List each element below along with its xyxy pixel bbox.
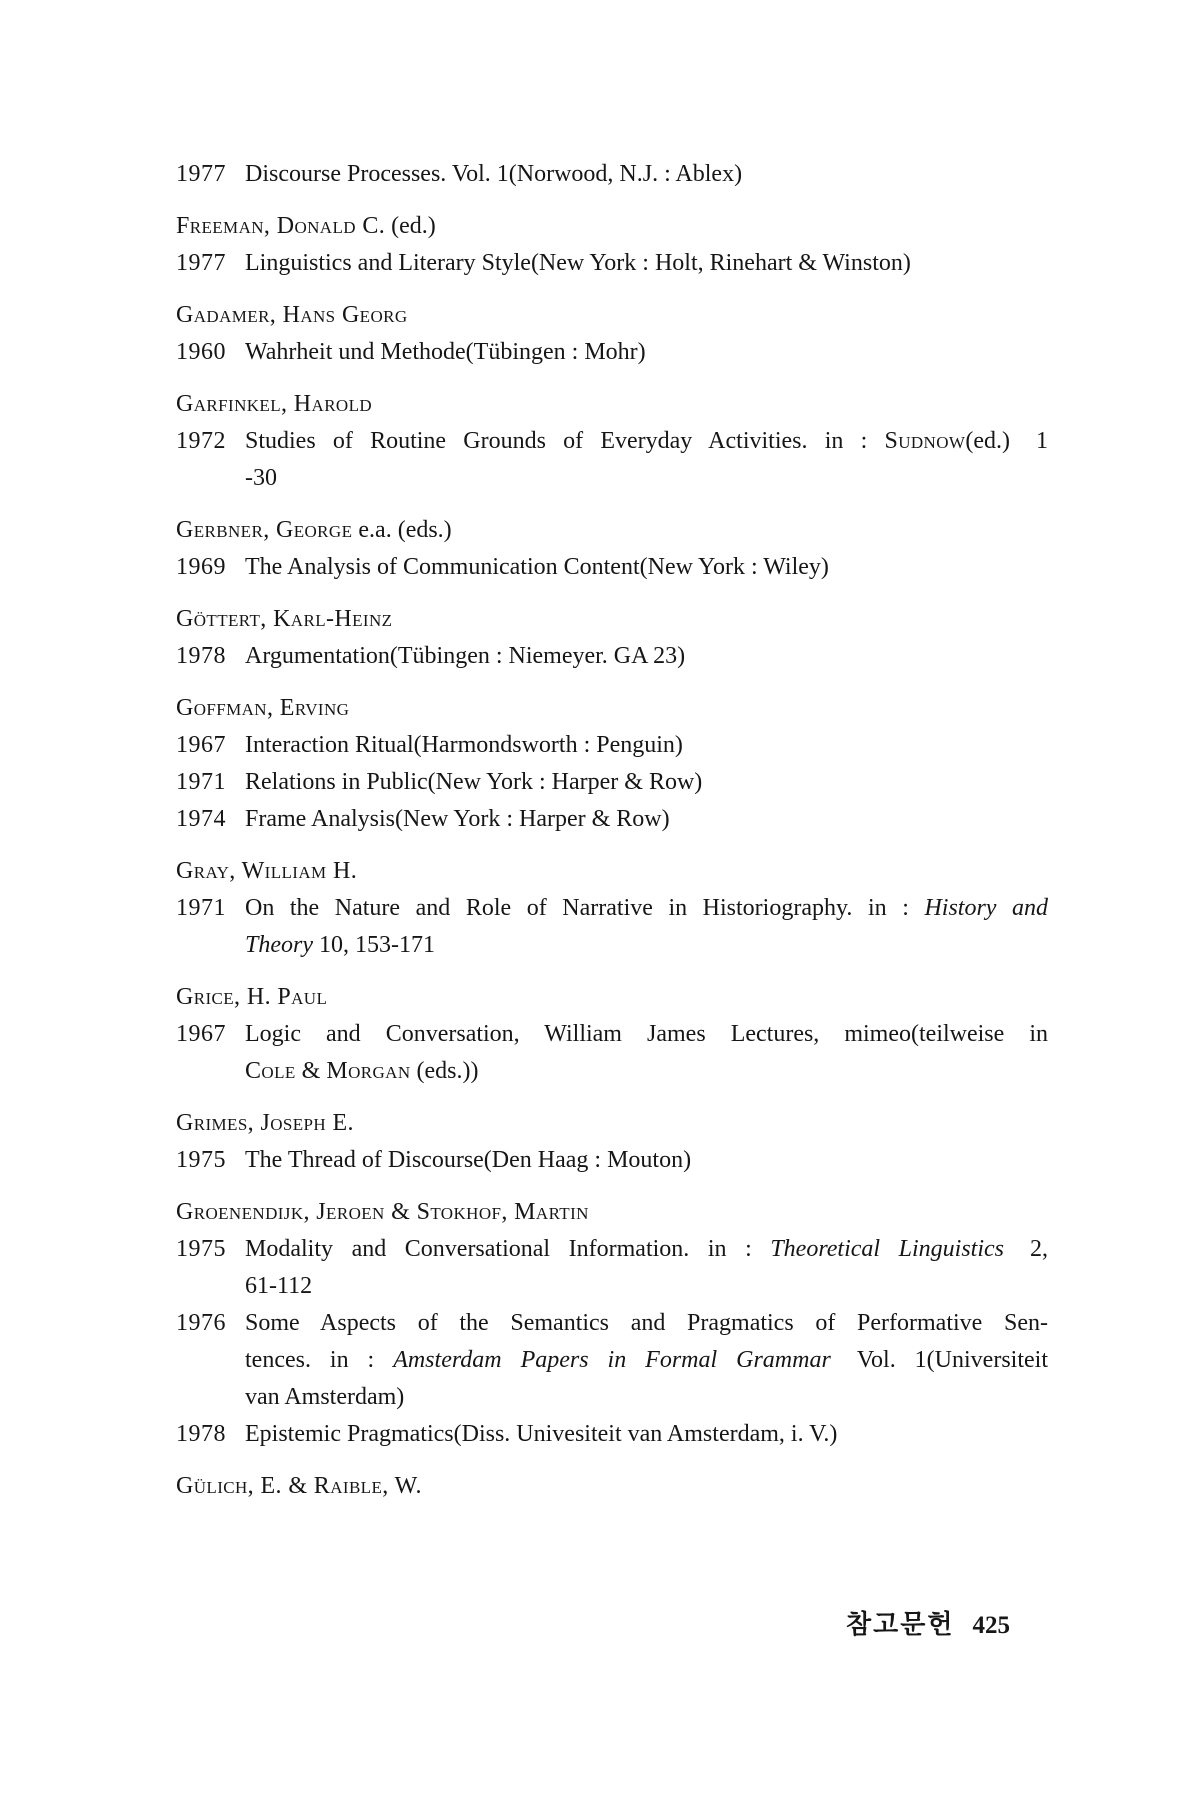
entry-text: [245, 334, 1048, 371]
text-segment: Grimes, Joseph E.: [176, 1110, 354, 1136]
entry-year: 1978: [176, 643, 226, 669]
text-segment: Gadamer, Hans Georg: [176, 302, 408, 328]
bib-entry-line: [176, 1142, 1048, 1179]
entry-text: [245, 927, 1048, 964]
bib-author-line: [176, 386, 1048, 423]
text-segment: Sudnow: [884, 428, 966, 454]
text-segment: Epistemic Pragmatics(Diss. Univesiteit van Amsterdam, i. V.): [245, 1421, 838, 1447]
text-segment: Gerbner, George: [176, 517, 353, 543]
bib-continuation-line: [176, 927, 1048, 964]
bib-continuation-line: [176, 1342, 1048, 1379]
text-segment: Groenendijk, Jeroen & Stokhof, Martin: [176, 1199, 589, 1225]
text-segment: Linguistics and Literary Style(New York : Holt, Rinehart & Winston): [245, 250, 911, 276]
bib-continuation-line: [176, 1268, 1048, 1305]
entry-text: [176, 853, 1048, 890]
text-segment: On the Nature and Role of Narrative in Historiography. in :: [245, 895, 925, 921]
entry-year: 1969: [176, 554, 226, 580]
page-footer: [846, 1604, 1010, 1641]
bib-author-line: [176, 1468, 1048, 1505]
text-segment: Morgan: [326, 1058, 411, 1084]
entry-text: [245, 1268, 1048, 1305]
entry-text: [176, 386, 1048, 423]
bib-entry-line: [176, 245, 1048, 282]
text-segment: The Thread of Discourse(Den Haag : Mouton): [245, 1147, 692, 1173]
entry-text: [245, 1142, 1048, 1179]
text-segment: Theoretical Linguistics: [770, 1236, 1005, 1262]
text-segment: &: [295, 1058, 327, 1084]
text-segment: Garfinkel, Harold: [176, 391, 373, 417]
entry-year: 1967: [176, 1021, 226, 1047]
bib-author-line: [176, 690, 1048, 727]
text-segment: (eds.)): [410, 1058, 479, 1084]
entry-text: [176, 690, 1048, 727]
text-segment: 1: [1036, 428, 1048, 454]
entry-text: [245, 460, 1048, 497]
text-segment: tences. in :: [245, 1347, 394, 1373]
entry-text: [245, 1416, 1048, 1453]
bib-author-line: [176, 208, 1048, 245]
text-segment: Modality and Conversational Information. in :: [245, 1236, 771, 1262]
bib-author-line: [176, 853, 1048, 890]
entry-year: 1971: [176, 769, 226, 795]
entry-text: [176, 297, 1048, 334]
bib-continuation-line: [176, 1379, 1048, 1416]
entry-text: [176, 1194, 1048, 1231]
text-segment: 61-112: [245, 1273, 313, 1299]
entry-text: [245, 423, 1048, 460]
text-segment: Relations in Public(New York : Harper & Row): [245, 769, 703, 795]
bib-entry-line: [176, 549, 1048, 586]
entry-year: [176, 1379, 245, 1416]
text-segment: The Analysis of Communication Content(New York : Wiley): [245, 554, 829, 580]
entry-text: [245, 764, 1048, 801]
entry-year: 1977: [176, 161, 226, 187]
bib-entry-line: [176, 727, 1048, 764]
entry-text: [176, 208, 1048, 245]
entry-text: [176, 1105, 1048, 1142]
bib-entry-line: [176, 638, 1048, 675]
text-segment: Interaction Ritual(Harmondsworth : Penguin): [245, 732, 683, 758]
entry-text: [245, 1231, 1048, 1268]
text-segment: Argumentation(Tübingen : Niemeyer. GA 23): [245, 643, 686, 669]
entry-year: [176, 460, 245, 497]
text-segment: 2,: [1030, 1236, 1049, 1262]
entry-text: [245, 245, 1048, 282]
page-number: 425: [972, 1612, 1010, 1639]
entry-year: 1960: [176, 339, 226, 365]
text-segment: Göttert, Karl-Heinz: [176, 606, 393, 632]
entry-year: 1977: [176, 250, 226, 276]
bib-entry-line: [176, 801, 1048, 838]
text-segment: Vol. 1(Universiteit: [856, 1347, 1048, 1373]
text-segment: Theory: [245, 932, 313, 958]
entry-year: 1975: [176, 1147, 226, 1173]
text-segment: Freeman, Donald C.: [176, 213, 386, 239]
entry-text: [176, 601, 1048, 638]
entry-text: [245, 1016, 1048, 1053]
bib-entry-line: [176, 764, 1048, 801]
entry-text: [245, 890, 1048, 927]
text-segment: Goffman, Erving: [176, 695, 350, 721]
entry-text: [245, 727, 1048, 764]
entry-year: 1971: [176, 895, 226, 921]
bib-author-line: [176, 1194, 1048, 1231]
entry-text: [245, 801, 1048, 838]
bib-author-line: [176, 979, 1048, 1016]
bib-continuation-line: [176, 1053, 1048, 1090]
bib-continuation-line: [176, 460, 1048, 497]
bib-entry-line: [176, 156, 1048, 193]
bib-author-line: [176, 1105, 1048, 1142]
text-segment: Gray, William H.: [176, 858, 358, 884]
bib-entry-line: [176, 890, 1048, 927]
entry-year: [176, 1053, 245, 1090]
text-segment: Wahrheit und Methode(Tübingen : Mohr): [245, 339, 646, 365]
entry-text: [245, 1342, 1048, 1379]
entry-text: [245, 638, 1048, 675]
entry-year: 1976: [176, 1310, 226, 1336]
text-segment: (ed.): [385, 213, 436, 239]
bib-entry-line: [176, 334, 1048, 371]
text-segment: Logic and Conversation, William James Lectures, mimeo(teilweise in: [245, 1021, 1048, 1047]
entry-year: 1975: [176, 1236, 226, 1262]
text-segment: Frame Analysis(New York : Harper & Row): [245, 806, 670, 832]
entry-text: [245, 1305, 1048, 1342]
entry-text: [245, 1379, 1048, 1416]
text-segment: 10, 153-171: [313, 932, 435, 958]
entry-year: 1978: [176, 1421, 226, 1447]
bib-entry-line: [176, 1231, 1048, 1268]
text-segment: Discourse Processes. Vol. 1(Norwood, N.J. : Ablex): [245, 161, 743, 187]
bib-author-line: [176, 512, 1048, 549]
footer-section-title: 참고문헌: [846, 1610, 955, 1639]
text-segment: e.a. (eds.): [352, 517, 452, 543]
text-segment: -30: [245, 465, 277, 491]
text-segment: Amsterdam Papers in Formal Grammar: [393, 1347, 831, 1373]
entry-year: 1967: [176, 732, 226, 758]
text-segment: van Amsterdam): [245, 1384, 405, 1410]
text-segment: Some Aspects of the Semantics and Pragmatics of Performative Sen-: [245, 1310, 1048, 1336]
text-segment: History and: [924, 895, 1048, 921]
bib-author-line: [176, 601, 1048, 638]
entry-text: [245, 549, 1048, 586]
entry-text: [245, 156, 1048, 193]
entry-year: [176, 1268, 245, 1305]
bibliography: [176, 156, 1048, 1505]
bib-entry-line: [176, 423, 1048, 460]
entry-text: [176, 1468, 1048, 1505]
entry-year: 1972: [176, 428, 226, 454]
entry-year: [176, 1342, 245, 1379]
bib-entry-line: [176, 1016, 1048, 1053]
entry-year: 1974: [176, 806, 226, 832]
text-segment: Studies of Routine Grounds of Everyday Activities. in :: [245, 428, 885, 454]
entry-year: [176, 927, 245, 964]
entry-text: [245, 1053, 1048, 1090]
entry-text: [176, 979, 1048, 1016]
text-segment: Cole: [245, 1058, 296, 1084]
entry-text: [176, 512, 1048, 549]
text-segment: Gülich, E. & Raible, W.: [176, 1473, 422, 1499]
bib-entry-line: [176, 1416, 1048, 1453]
bib-author-line: [176, 297, 1048, 334]
text-segment: Grice, H. Paul: [176, 984, 328, 1010]
bib-entry-line: [176, 1305, 1048, 1342]
text-segment: (ed.): [965, 428, 1010, 454]
